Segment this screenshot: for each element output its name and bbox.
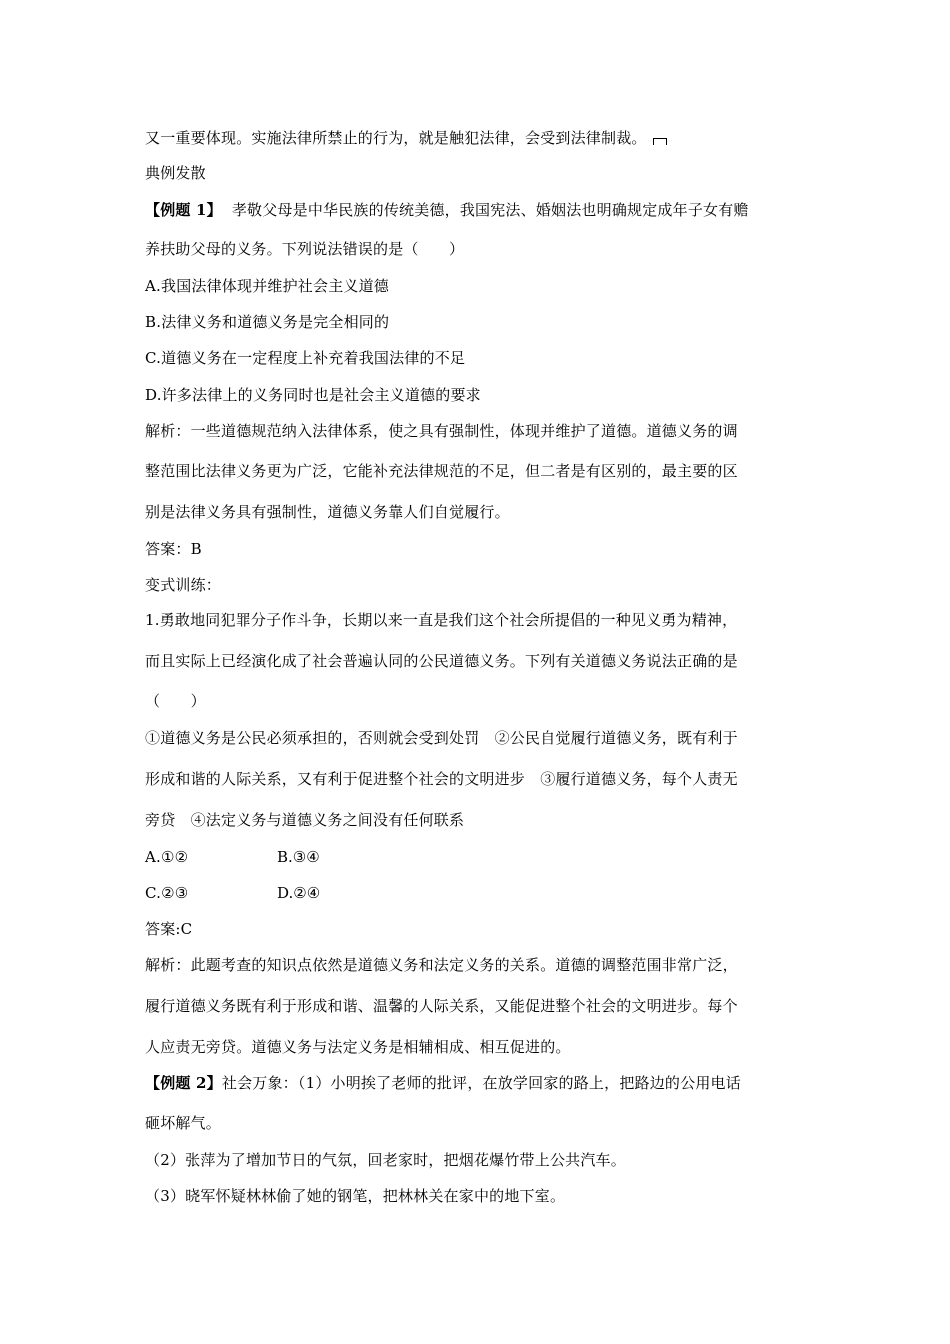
example1-option-d: D.许多法律上的义务同时也是社会主义道德的要求: [145, 386, 481, 404]
example1-question-line2: 养扶助父母的义务。下列说法错误的是（ ）: [145, 240, 465, 258]
variant-option-c: C.②③: [145, 884, 189, 902]
variant-statement-line2: 形成和谐的人际关系，又有利于促进整个社会的文明进步 ③履行道德义务，每个人责无: [145, 770, 738, 788]
example2-text: 社会万象：（1）小明挨了老师的批评，在放学回家的路上，把路边的公用电话: [221, 1074, 741, 1092]
example1-option-b: B.法律义务和道德义务是完全相同的: [145, 313, 390, 331]
example1-analysis-line2: 整范围比法律义务更为广泛，它能补充法律规范的不足，但二者是有区别的，最主要的区: [145, 462, 738, 480]
intro-text: 又一重要体现。实施法律所禁止的行为，就是触犯法律，会受到法律制裁。: [145, 129, 647, 147]
variant-answer: 答案:C: [145, 920, 193, 938]
example1-question-line1: [145, 200, 749, 220]
example2-line1: [145, 1073, 741, 1093]
example1-option-a: A.我国法律体现并维护社会主义道德: [145, 277, 390, 295]
variant-analysis-line3: 人应责无旁贷。道德义务与法定义务是相辅相成、相互促进的。: [145, 1038, 571, 1056]
variant-option-d: D.②④: [277, 884, 321, 902]
return-mark-icon: [653, 138, 667, 145]
example1-answer: 答案：B: [145, 540, 202, 558]
variant-statement-line3: 旁贷 ④法定义务与道德义务之间没有任何联系: [145, 811, 465, 829]
variant-question-line3: （ ）: [145, 692, 206, 710]
variant-analysis-line2: 履行道德义务既有利于形成和谐、温馨的人际关系，又能促进整个社会的文明进步。每个: [145, 997, 738, 1015]
intro-line: [145, 128, 667, 148]
example2-line4: （3）晓军怀疑林林偷了她的钢笔，把林林关在家中的地下室。: [145, 1187, 566, 1205]
variant-analysis-line1: 解析：此题考查的知识点依然是道德义务和法定义务的关系。道德的调整范围非常广泛，: [145, 956, 738, 974]
variant-heading: 变式训练：: [145, 576, 222, 594]
example2-line2: 砸坏解气。: [145, 1114, 222, 1132]
section-heading: 典例发散: [145, 164, 206, 182]
example1-analysis-line1: 解析：一些道德规范纳入法律体系，使之具有强制性，体现并维护了道德。道德义务的调: [145, 422, 738, 440]
example1-question-text: 孝敬父母是中华民族的传统美德，我国宪法、婚姻法也明确规定成年子女有赡: [231, 201, 749, 219]
variant-statement-line1: ①道德义务是公民必须承担的，否则就会受到处罚 ②公民自觉履行道德义务，既有利于: [145, 729, 738, 747]
example1-analysis-line3: 别是法律义务具有强制性，道德义务靠人们自觉履行。: [145, 503, 510, 521]
example1-option-c: C.道德义务在一定程度上补充着我国法律的不足: [145, 349, 466, 367]
example2-line3: （2）张萍为了增加节日的气氛，回老家时，把烟花爆竹带上公共汽车。: [145, 1151, 626, 1169]
variant-question-line1: 1.勇敢地同犯罪分子作斗争，长期以来一直是我们这个社会所提倡的一种见义勇为精神，: [145, 611, 738, 629]
example2-tag: 【例题 2】: [145, 1074, 222, 1092]
example1-tag: 【例题 1】: [145, 201, 222, 219]
variant-option-a: A.①②: [145, 848, 189, 866]
variant-option-b: B.③④: [277, 848, 320, 866]
variant-question-line2: 而且实际上已经演化成了社会普遍认同的公民道德义务。下列有关道德义务说法正确的是: [145, 652, 738, 670]
